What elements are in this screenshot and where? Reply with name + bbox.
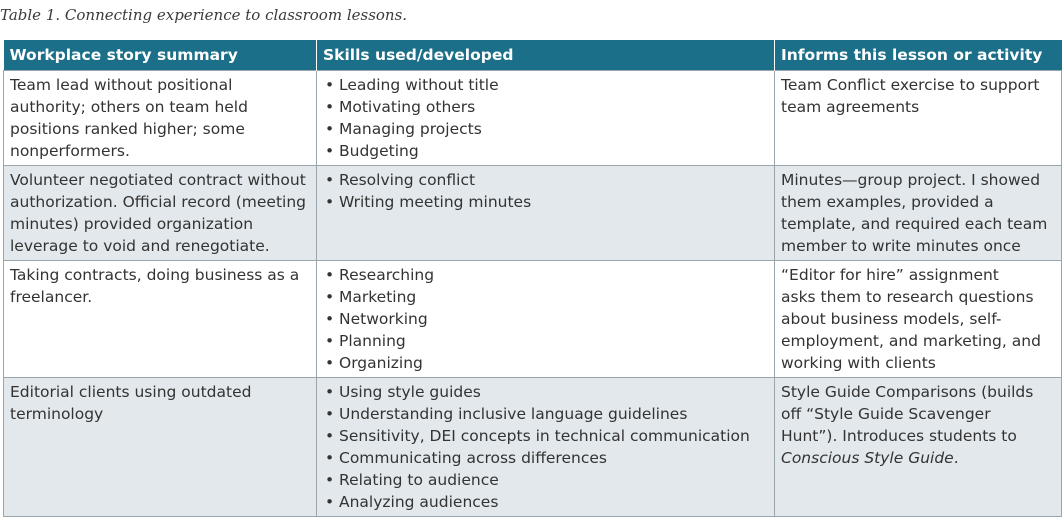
story-line: leverage to void and renegotiate.	[10, 237, 270, 255]
lesson-line: them examples, provided a	[781, 193, 994, 211]
lesson-cell	[775, 261, 1062, 378]
story-line: authorization. Official record (meeting	[10, 193, 307, 211]
lesson-line: member to write minutes once	[781, 237, 1021, 255]
skill-item: • Communicating across differences	[323, 447, 768, 469]
lesson-cell	[775, 71, 1062, 166]
skills-cell	[317, 261, 775, 378]
table-row	[4, 71, 1062, 166]
story-line: positions ranked higher; some	[10, 120, 245, 138]
skills-cell	[317, 378, 775, 517]
skills-list	[323, 74, 768, 162]
lesson-line: “Editor for hire” assignment	[781, 266, 999, 284]
skills-list	[323, 264, 768, 374]
lesson-line: Hunt”). Introduces students to	[781, 427, 1017, 445]
lesson-line: employment, and marketing, and	[781, 332, 1041, 350]
story-line: minutes) provided organization	[10, 215, 254, 233]
skill-item: • Budgeting	[323, 140, 768, 162]
table-row	[4, 378, 1062, 517]
lesson-line: Team Conflict exercise to support	[781, 76, 1040, 94]
lesson-line	[781, 447, 1055, 469]
skill-item: • Relating to audience	[323, 469, 768, 491]
lesson-cell	[775, 378, 1062, 517]
table-header-row	[4, 40, 1062, 71]
skills-cell	[317, 166, 775, 261]
story-line: freelancer.	[10, 288, 93, 306]
skill-item: • Writing meeting minutes	[323, 191, 768, 213]
lesson-line: Style Guide Comparisons (builds	[781, 383, 1034, 401]
header-story: Workplace story summary	[4, 40, 317, 71]
skill-item: • Analyzing audiences	[323, 491, 768, 513]
story-line: Volunteer negotiated contract without	[10, 171, 306, 189]
header-lesson: Informs this lesson or activity	[775, 40, 1062, 71]
story-line: Team lead without positional	[10, 76, 233, 94]
skill-item: • Researching	[323, 264, 768, 286]
skill-item: • Managing projects	[323, 118, 768, 140]
skill-item: • Understanding inclusive language guidelines	[323, 403, 768, 425]
skill-item: • Planning	[323, 330, 768, 352]
story-line: nonperformers.	[10, 142, 130, 160]
guide-title-suffix: .	[953, 449, 959, 467]
lesson-line: off “Style Guide Scavenger	[781, 405, 991, 423]
skills-list	[323, 169, 768, 213]
lesson-line: Minutes—group project. I showed	[781, 171, 1041, 189]
lesson-line: about business models, self-	[781, 310, 1002, 328]
story-line: terminology	[10, 405, 104, 423]
story-cell	[4, 261, 317, 378]
header-skills: Skills used/developed	[317, 40, 775, 71]
story-cell	[4, 166, 317, 261]
story-cell	[4, 378, 317, 517]
guide-title: Conscious Style Guide	[781, 449, 954, 467]
skills-cell	[317, 71, 775, 166]
story-cell	[4, 71, 317, 166]
lesson-line: working with clients	[781, 354, 936, 372]
skill-item: • Marketing	[323, 286, 768, 308]
lessons-table	[3, 40, 1062, 517]
table-caption: Table 1. Connecting experience to classroom lessons.	[0, 6, 408, 24]
skill-item: • Using style guides	[323, 381, 768, 403]
skill-item: • Resolving conflict	[323, 169, 768, 191]
skill-item: • Motivating others	[323, 96, 768, 118]
lesson-line: team agreements	[781, 98, 920, 116]
lesson-line: template, and required each team	[781, 215, 1048, 233]
story-line: Taking contracts, doing business as a	[10, 266, 300, 284]
table-row	[4, 166, 1062, 261]
lesson-line: asks them to research questions	[781, 288, 1034, 306]
skill-item: • Networking	[323, 308, 768, 330]
skill-item: • Leading without title	[323, 74, 768, 96]
table-row	[4, 261, 1062, 378]
lesson-cell	[775, 166, 1062, 261]
story-line: Editorial clients using outdated	[10, 383, 252, 401]
story-line: authority; others on team held	[10, 98, 248, 116]
skills-list	[323, 381, 768, 513]
skill-item: • Sensitivity, DEI concepts in technical communication	[323, 425, 768, 447]
skill-item: • Organizing	[323, 352, 768, 374]
